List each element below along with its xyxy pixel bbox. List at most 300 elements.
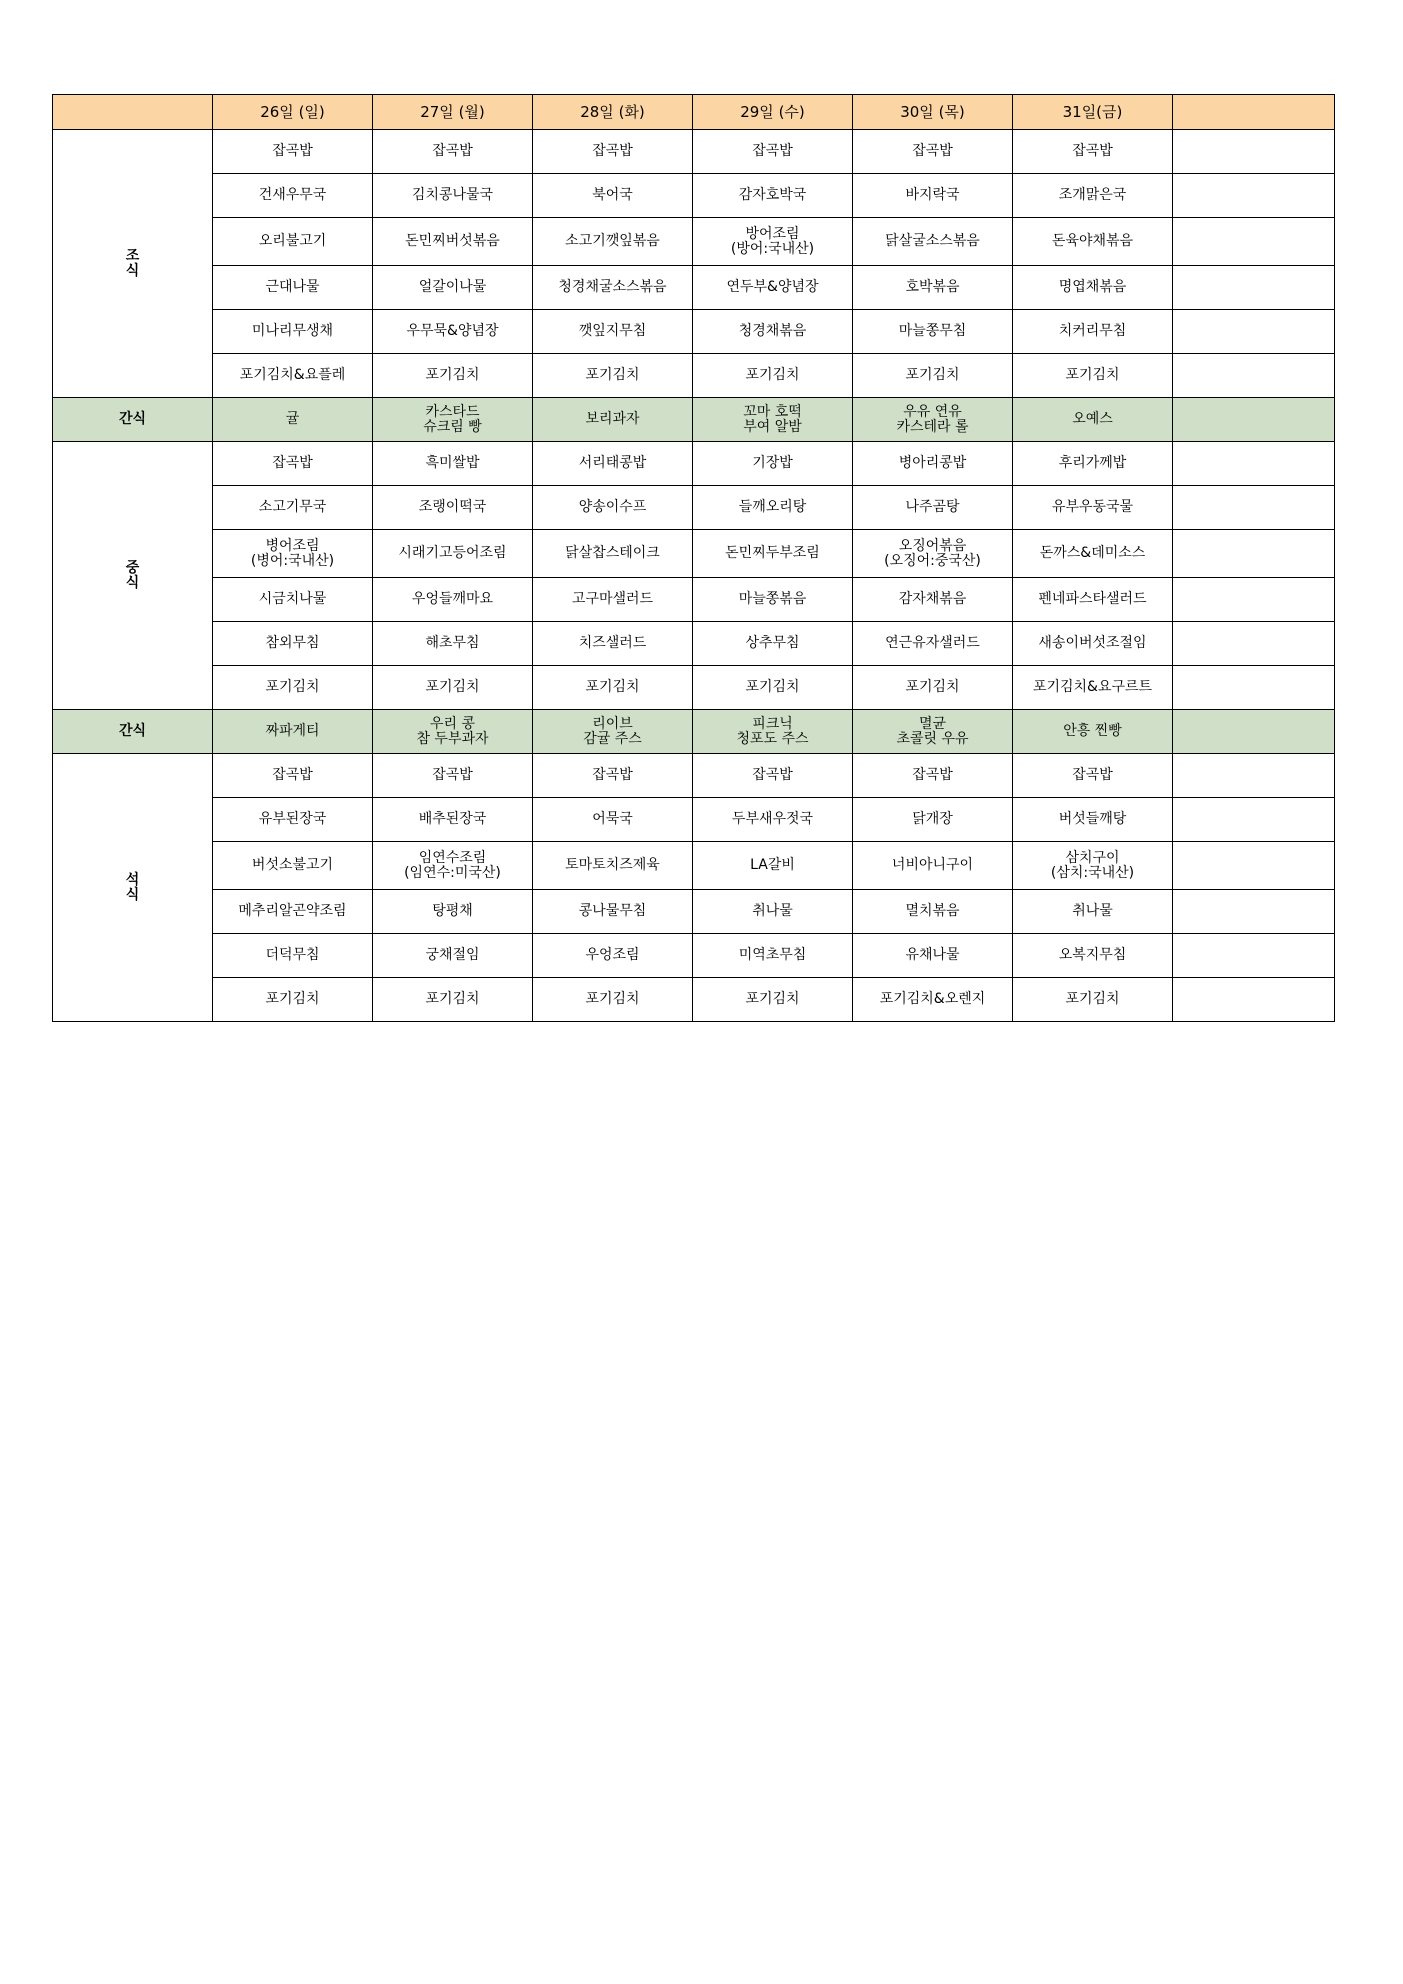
menu-item-cell: [693, 486, 853, 530]
cell-line: 깻잎지무침: [578, 323, 647, 339]
breakfast-row: [53, 310, 1335, 354]
cell-line: 궁채절임: [425, 947, 480, 963]
snack-item-cell: [693, 710, 853, 754]
menu-item-cell: [853, 798, 1013, 842]
cell-line: 포기김치: [585, 367, 640, 383]
cell-line: 마늘쫑무침: [898, 323, 967, 339]
menu-item-cell: [1013, 354, 1173, 398]
menu-item-cell: [373, 890, 533, 934]
dinner-row: [53, 842, 1335, 890]
cell-line: (임연수:미국산): [404, 864, 501, 881]
meal-label-top: 중: [125, 559, 140, 576]
cell-line: 나주곰탕: [905, 499, 960, 515]
menu-item-cell: [533, 798, 693, 842]
breakfast-label: [53, 130, 213, 398]
menu-item-cell: [213, 218, 373, 266]
cell-line: 얼갈이나물: [418, 279, 487, 295]
menu-item-cell: [373, 754, 533, 798]
menu-item-cell: [533, 218, 693, 266]
menu-item-cell: [853, 578, 1013, 622]
cell-line: 건새우무국: [258, 187, 327, 203]
cell-line: (오징어:중국산): [884, 552, 981, 569]
dinner-row: [53, 754, 1335, 798]
cell-line: 포기김치: [265, 991, 320, 1007]
cell-line: 닭살찹스테이크: [565, 545, 660, 561]
menu-item-cell: [373, 622, 533, 666]
cell-line: 포기김치: [1065, 367, 1120, 383]
cell-line: 포기김치: [1065, 991, 1120, 1007]
menu-item-cell: [533, 174, 693, 218]
cell-line: 포기김치: [425, 367, 480, 383]
menu-item-cell: [693, 130, 853, 174]
menu-item-cell: [693, 754, 853, 798]
cell-line: 슈크림 빵: [423, 418, 482, 435]
menu-item-cell: [853, 978, 1013, 1022]
menu-item-cell: [853, 354, 1013, 398]
cell-line: 병어조림: [265, 537, 320, 554]
menu-item-cell: [853, 842, 1013, 890]
menu-item-cell: [213, 266, 373, 310]
empty-cell: [1173, 530, 1335, 578]
cell-line: 감귤 주스: [583, 730, 642, 747]
menu-item-cell: [853, 622, 1013, 666]
cell-line: 짜파게티: [265, 723, 320, 739]
cell-line: 멸균: [918, 715, 947, 732]
empty-cell: [1173, 174, 1335, 218]
menu-item-cell: [693, 666, 853, 710]
cell-line: 조개맑은국: [1058, 187, 1127, 203]
menu-item-cell: [213, 934, 373, 978]
cell-line: 버섯소불고기: [251, 857, 334, 873]
cell-line: 버섯들깨탕: [1058, 811, 1127, 827]
menu-item-cell: [213, 354, 373, 398]
cell-line: 미나리무생채: [251, 323, 334, 339]
weekly-meal-table: [52, 94, 1335, 1022]
menu-item-cell: [693, 622, 853, 666]
menu-item-cell: [213, 754, 373, 798]
menu-item-cell: [853, 934, 1013, 978]
menu-item-cell: [373, 442, 533, 486]
cell-line: 포기김치&오렌지: [879, 991, 986, 1007]
snack-item-cell: [853, 710, 1013, 754]
menu-item-cell: [213, 798, 373, 842]
menu-item-cell: [1013, 218, 1173, 266]
empty-cell: [1173, 666, 1335, 710]
cell-line: 포기김치: [905, 367, 960, 383]
empty-cell: [1173, 798, 1335, 842]
cell-line: 카스테라 롤: [896, 418, 969, 435]
cell-line: 고구마샐러드: [571, 591, 654, 607]
day-header: 28일 (화): [533, 95, 693, 130]
cell-line: 돈까스&데미소스: [1039, 545, 1146, 561]
menu-item-cell: [533, 530, 693, 578]
cell-line: 잡곡밥: [912, 143, 953, 159]
menu-item-cell: [533, 310, 693, 354]
menu-item-cell: [373, 530, 533, 578]
menu-item-cell: [1013, 442, 1173, 486]
cell-line: 오리불고기: [258, 233, 327, 249]
menu-item-cell: [853, 754, 1013, 798]
menu-item-cell: [853, 666, 1013, 710]
menu-item-cell: [533, 934, 693, 978]
cell-line: 잡곡밥: [592, 143, 633, 159]
breakfast-row: [53, 130, 1335, 174]
menu-item-cell: [533, 978, 693, 1022]
cell-line: 포기김치: [585, 679, 640, 695]
menu-item-cell: [213, 578, 373, 622]
cell-line: 새송이버섯조절임: [1038, 635, 1147, 651]
cell-line: 삼치구이: [1065, 849, 1120, 866]
menu-item-cell: [853, 218, 1013, 266]
dinner-label: [53, 754, 213, 1022]
menu-item-cell: [373, 130, 533, 174]
snack-item-cell: [853, 398, 1013, 442]
breakfast-row: [53, 354, 1335, 398]
cell-line: 청포도 주스: [736, 730, 809, 747]
cell-line: 연두부&양념장: [726, 279, 819, 295]
cell-line: 포기김치&요구르트: [1032, 679, 1153, 695]
cell-line: 귤: [285, 411, 300, 427]
menu-item-cell: [853, 486, 1013, 530]
day-header: 26일 (일): [213, 95, 373, 130]
cell-line: 멸치볶음: [905, 903, 960, 919]
cell-line: 청경채볶음: [738, 323, 807, 339]
menu-item-cell: [693, 310, 853, 354]
cell-line: 연근유자샐러드: [885, 635, 980, 651]
cell-line: 잡곡밥: [592, 767, 633, 783]
cell-line: 치커리무침: [1058, 323, 1127, 339]
cell-line: 우엉조림: [585, 947, 640, 963]
day-header: 27일 (월): [373, 95, 533, 130]
snack-item-cell: [1013, 398, 1173, 442]
snack-label: 간식: [53, 710, 213, 754]
menu-item-cell: [533, 842, 693, 890]
empty-cell: [1173, 442, 1335, 486]
menu-item-cell: [693, 978, 853, 1022]
cell-line: 상추무침: [745, 635, 800, 651]
header-row: [53, 95, 1335, 130]
menu-item-cell: [853, 530, 1013, 578]
menu-item-cell: [213, 174, 373, 218]
menu-item-cell: [213, 310, 373, 354]
menu-item-cell: [1013, 174, 1173, 218]
cell-line: 흑미쌀밥: [425, 455, 480, 471]
cell-line: 호박볶음: [905, 279, 960, 295]
cell-line: 오징어볶음: [898, 537, 967, 554]
empty-cell: [1173, 978, 1335, 1022]
cell-line: 안흥 찐빵: [1063, 723, 1122, 739]
cell-line: 너비아니구이: [891, 857, 974, 873]
cell-line: 포기김치: [745, 367, 800, 383]
meal-label-bottom: 식: [125, 886, 140, 903]
cell-line: 후리가께밥: [1058, 455, 1127, 471]
menu-item-cell: [1013, 310, 1173, 354]
dinner-row: [53, 978, 1335, 1022]
cell-line: (방어:국내산): [730, 240, 815, 257]
snack-row: [53, 710, 1335, 754]
cell-line: 잡곡밥: [272, 143, 313, 159]
empty-cell: [1173, 710, 1335, 754]
cell-line: 포기김치: [265, 679, 320, 695]
cell-line: 포기김치: [905, 679, 960, 695]
lunch-row: [53, 666, 1335, 710]
header-corner: [53, 95, 213, 130]
lunch-label: [53, 442, 213, 710]
cell-line: 꼬마 호떡: [743, 403, 802, 420]
meal-label-bottom: 식: [125, 262, 140, 279]
cell-line: 콩나물무침: [578, 903, 647, 919]
menu-item-cell: [853, 266, 1013, 310]
cell-line: 우유 연유: [903, 403, 962, 420]
cell-line: 포기김치: [425, 991, 480, 1007]
empty-cell: [1173, 754, 1335, 798]
cell-line: 오복지무침: [1058, 947, 1127, 963]
menu-item-cell: [213, 442, 373, 486]
menu-item-cell: [533, 486, 693, 530]
cell-line: 잡곡밥: [1072, 767, 1113, 783]
cell-line: 탕평채: [432, 903, 473, 919]
cell-line: 미역초무침: [738, 947, 807, 963]
menu-item-cell: [693, 174, 853, 218]
menu-item-cell: [1013, 622, 1173, 666]
menu-item-cell: [853, 310, 1013, 354]
cell-line: 포기김치&요플레: [239, 367, 346, 383]
cell-line: (병어:국내산): [250, 552, 335, 569]
snack-item-cell: [693, 398, 853, 442]
cell-line: 명엽채볶음: [1058, 279, 1127, 295]
cell-line: 소고기깻잎볶음: [565, 233, 660, 249]
menu-item-cell: [213, 130, 373, 174]
menu-item-cell: [693, 530, 853, 578]
lunch-row: [53, 530, 1335, 578]
cell-line: 유채나물: [905, 947, 960, 963]
menu-item-cell: [533, 130, 693, 174]
cell-line: 유부된장국: [258, 811, 327, 827]
cell-line: 근대나물: [265, 279, 320, 295]
cell-line: 잡곡밥: [912, 767, 953, 783]
menu-item-cell: [373, 578, 533, 622]
snack-item-cell: [1013, 710, 1173, 754]
menu-item-cell: [213, 486, 373, 530]
menu-item-cell: [693, 890, 853, 934]
snack-item-cell: [533, 398, 693, 442]
meal-label-bottom: 식: [125, 574, 140, 591]
meal-label-top: 조: [125, 247, 140, 264]
menu-item-cell: [373, 266, 533, 310]
cell-line: 부여 알밤: [743, 418, 802, 435]
cell-line: 유부우동국물: [1051, 499, 1134, 515]
cell-line: 시래기고등어조림: [398, 545, 507, 561]
menu-item-cell: [533, 442, 693, 486]
cell-line: 양송이수프: [578, 499, 647, 515]
lunch-row: [53, 442, 1335, 486]
day-header: 31일(금): [1013, 95, 1173, 130]
cell-line: 해초무침: [425, 635, 480, 651]
menu-item-cell: [693, 934, 853, 978]
cell-line: 보리과자: [585, 411, 640, 427]
empty-cell: [1173, 622, 1335, 666]
cell-line: 리이브: [592, 715, 633, 732]
dinner-row: [53, 934, 1335, 978]
cell-line: 우무묵&양념장: [406, 323, 499, 339]
cell-line: 피크닉: [752, 715, 793, 732]
menu-item-cell: [693, 798, 853, 842]
empty-cell: [1173, 310, 1335, 354]
menu-item-cell: [533, 266, 693, 310]
cell-line: 돈육야채볶음: [1051, 233, 1134, 249]
menu-item-cell: [533, 354, 693, 398]
snack-item-cell: [373, 398, 533, 442]
menu-item-cell: [1013, 754, 1173, 798]
cell-line: 돈민찌두부조림: [725, 545, 820, 561]
snack-item-cell: [213, 398, 373, 442]
empty-cell: [1173, 578, 1335, 622]
cell-line: 포기김치: [745, 679, 800, 695]
menu-item-cell: [1013, 842, 1173, 890]
cell-line: 우엉들깨마요: [411, 591, 494, 607]
cell-line: 잡곡밥: [752, 143, 793, 159]
cell-line: 더덕무침: [265, 947, 320, 963]
breakfast-row: [53, 174, 1335, 218]
menu-item-cell: [693, 354, 853, 398]
cell-line: 우리 콩: [429, 715, 476, 732]
menu-item-cell: [373, 934, 533, 978]
menu-item-cell: [1013, 130, 1173, 174]
cell-line: 포기김치: [585, 991, 640, 1007]
dinner-row: [53, 798, 1335, 842]
menu-item-cell: [1013, 266, 1173, 310]
cell-line: 시금치나물: [258, 591, 327, 607]
cell-line: 잡곡밥: [272, 455, 313, 471]
cell-line: 소고기무국: [258, 499, 327, 515]
cell-line: 병아리콩밥: [898, 455, 967, 471]
empty-cell: [1173, 398, 1335, 442]
menu-item-cell: [213, 978, 373, 1022]
cell-line: 참 두부과자: [416, 730, 489, 747]
breakfast-row: [53, 218, 1335, 266]
empty-cell: [1173, 354, 1335, 398]
cell-line: 청경채굴소스볶음: [558, 279, 667, 295]
cell-line: 닭개장: [912, 811, 953, 827]
cell-line: 취나물: [1072, 903, 1113, 919]
cell-line: 돈민찌버섯볶음: [405, 233, 500, 249]
cell-line: 들깨오리탕: [738, 499, 807, 515]
empty-cell: [1173, 218, 1335, 266]
cell-line: 토마토치즈제육: [565, 857, 660, 873]
cell-line: 오예스: [1072, 411, 1113, 427]
cell-line: 잡곡밥: [272, 767, 313, 783]
cell-line: 방어조림: [745, 225, 800, 242]
menu-item-cell: [1013, 578, 1173, 622]
cell-line: 감자채볶음: [898, 591, 967, 607]
lunch-row: [53, 622, 1335, 666]
menu-item-cell: [373, 486, 533, 530]
cell-line: 참외무침: [265, 635, 320, 651]
empty-cell: [1173, 890, 1335, 934]
breakfast-row: [53, 266, 1335, 310]
empty-cell: [1173, 266, 1335, 310]
snack-item-cell: [213, 710, 373, 754]
menu-item-cell: [533, 578, 693, 622]
cell-line: LA갈비: [750, 857, 795, 873]
menu-item-cell: [693, 218, 853, 266]
menu-item-cell: [853, 442, 1013, 486]
cell-line: 닭살굴소스볶음: [885, 233, 980, 249]
menu-item-cell: [853, 174, 1013, 218]
menu-item-cell: [1013, 934, 1173, 978]
menu-item-cell: [373, 978, 533, 1022]
cell-line: 어묵국: [592, 811, 633, 827]
cell-line: 잡곡밥: [432, 767, 473, 783]
cell-line: 조랭이떡국: [418, 499, 487, 515]
cell-line: 펜네파스타샐러드: [1038, 591, 1147, 607]
menu-item-cell: [1013, 798, 1173, 842]
cell-line: 잡곡밥: [752, 767, 793, 783]
menu-item-cell: [1013, 978, 1173, 1022]
cell-line: 메추리알곤약조림: [238, 903, 347, 919]
snack-item-cell: [373, 710, 533, 754]
day-header: 30일 (목): [853, 95, 1013, 130]
menu-item-cell: [1013, 530, 1173, 578]
cell-line: 북어국: [592, 187, 633, 203]
meal-table-body: [53, 95, 1335, 1022]
menu-item-cell: [693, 442, 853, 486]
menu-item-cell: [213, 890, 373, 934]
cell-line: 잡곡밥: [432, 143, 473, 159]
day-header: 29일 (수): [693, 95, 853, 130]
menu-item-cell: [693, 266, 853, 310]
cell-line: 마늘쫑볶음: [738, 591, 807, 607]
menu-item-cell: [373, 798, 533, 842]
menu-item-cell: [213, 530, 373, 578]
cell-line: 카스타드: [425, 403, 480, 420]
cell-line: 치즈샐러드: [578, 635, 647, 651]
lunch-row: [53, 578, 1335, 622]
menu-item-cell: [853, 130, 1013, 174]
menu-item-cell: [533, 666, 693, 710]
menu-item-cell: [373, 174, 533, 218]
menu-item-cell: [373, 354, 533, 398]
menu-item-cell: [533, 754, 693, 798]
cell-line: 배추된장국: [418, 811, 487, 827]
cell-line: 잡곡밥: [1072, 143, 1113, 159]
menu-item-cell: [533, 622, 693, 666]
snack-item-cell: [533, 710, 693, 754]
cell-line: 서리태콩밥: [578, 455, 647, 471]
snack-label: 간식: [53, 398, 213, 442]
menu-item-cell: [853, 890, 1013, 934]
snack-row: [53, 398, 1335, 442]
menu-item-cell: [373, 218, 533, 266]
menu-item-cell: [1013, 666, 1173, 710]
empty-cell: [1173, 934, 1335, 978]
menu-item-cell: [1013, 890, 1173, 934]
empty-cell: [1173, 130, 1335, 174]
cell-line: 포기김치: [425, 679, 480, 695]
menu-item-cell: [373, 666, 533, 710]
dinner-row: [53, 890, 1335, 934]
empty-header: [1173, 95, 1335, 130]
menu-item-cell: [213, 622, 373, 666]
cell-line: 기장밥: [752, 455, 793, 471]
menu-item-cell: [693, 842, 853, 890]
menu-item-cell: [373, 310, 533, 354]
meal-label-top: 석: [125, 871, 140, 888]
cell-line: 임연수조림: [418, 849, 487, 866]
cell-line: 감자호박국: [738, 187, 807, 203]
menu-item-cell: [693, 578, 853, 622]
lunch-row: [53, 486, 1335, 530]
